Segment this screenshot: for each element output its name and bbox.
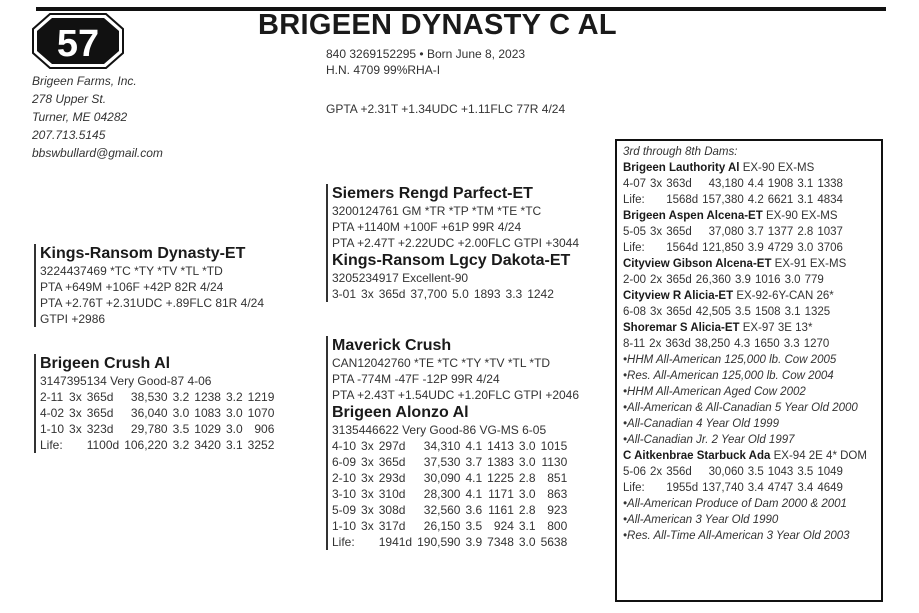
record-cell: 3.0 xyxy=(784,274,801,286)
record-cell: 3-01 xyxy=(332,287,357,301)
record-cell: 37,530 xyxy=(423,455,461,469)
record-cell: 3.0 xyxy=(225,422,243,436)
record-cell: 4.4 xyxy=(747,178,764,190)
record-cell: 1325 xyxy=(804,306,831,318)
dam-entry-title: Cityview R Alicia-ET xyxy=(623,290,734,302)
dams-sire-line: PTA -774M -47F -12P 99R 4/24 xyxy=(332,372,500,386)
record-cell: 3.0 xyxy=(518,535,536,549)
record-cell: 1508 xyxy=(754,306,781,318)
record-row xyxy=(40,405,274,421)
breeder-city: Turner, ME 04282 xyxy=(32,110,128,124)
record-cell: 1016 xyxy=(754,274,781,286)
record-cell: 3x xyxy=(361,471,374,485)
record-cell: 3.4 xyxy=(797,482,814,494)
record-cell: 310d xyxy=(378,487,406,501)
record-cell: 1049 xyxy=(817,466,843,478)
dam-entry-class: EX-90 EX-MS xyxy=(765,210,838,222)
record-cell: 1037 xyxy=(817,226,843,238)
record-row xyxy=(332,518,567,534)
record-cell: 5-05 xyxy=(623,226,647,238)
record-cell: 4.1 xyxy=(465,471,483,485)
record-cell: 3x xyxy=(361,487,374,501)
record-cell: 1070 xyxy=(247,406,275,420)
breeder-email: bbswbullard@gmail.com xyxy=(32,146,163,160)
record-cell: 3x xyxy=(69,422,82,436)
record-cell: 43,180 xyxy=(708,178,744,190)
sires-dam-line: 3205234917 Excellent-90 xyxy=(332,271,469,285)
dam-entry-class: EX-94 2E 4* DOM xyxy=(773,450,867,462)
record-cell: 4-02 xyxy=(40,406,65,420)
record-cell: 3.1 xyxy=(225,438,243,452)
record-cell: 32,560 xyxy=(423,503,461,517)
lot-number: 57 xyxy=(56,23,100,65)
record-cell: 30,090 xyxy=(423,471,461,485)
record-cell: 4.2 xyxy=(747,194,764,206)
record-cell: 1955d xyxy=(666,482,699,494)
record-cell: 137,740 xyxy=(702,482,744,494)
record-cell: 3x xyxy=(69,406,82,420)
record-row xyxy=(623,336,829,352)
record-cell: 1242 xyxy=(527,287,554,301)
record-cell: 1377 xyxy=(767,226,794,238)
record-cell: 3.2 xyxy=(172,390,190,404)
record-cell: 924 xyxy=(493,519,514,533)
gpta-line: GPTA +2.31T +1.34UDC +1.11FLC 77R 4/24 xyxy=(326,102,566,116)
sires-sire-line: 3200124761 GM *TR *TP *TM *TE *TC xyxy=(332,204,542,218)
record-cell: 3.5 xyxy=(747,466,764,478)
award-line: •All-Canadian 4 Year Old 1999 xyxy=(623,418,779,430)
record-cell: 1-10 xyxy=(40,422,65,436)
record-cell: 38,530 xyxy=(130,390,168,404)
record-cell: 4.1 xyxy=(465,439,483,453)
record-cell: 42,505 xyxy=(695,306,731,318)
dams-dam-name: Brigeen Alonzo Al xyxy=(332,404,469,421)
record-cell: 1015 xyxy=(540,439,568,453)
record-cell: 3x xyxy=(650,226,663,238)
award-line: •All-American Produce of Dam 2000 & 2001 xyxy=(623,498,847,510)
record-cell: 1225 xyxy=(487,471,514,485)
record-cell: 2.8 xyxy=(518,471,536,485)
record-cell: Life: xyxy=(623,194,645,206)
record-cell: 3x xyxy=(361,519,374,533)
sire-block xyxy=(34,244,264,327)
record-row xyxy=(40,389,274,405)
record-cell: 365d xyxy=(666,306,692,318)
record-cell xyxy=(646,480,662,496)
record-cell: 851 xyxy=(547,471,568,485)
breeder-address xyxy=(32,72,163,162)
dam-entry-name xyxy=(623,256,875,272)
dams-sire-line: PTA +2.43T +1.54UDC +1.20FLC GTPI +2046 xyxy=(332,388,580,402)
record-cell: Life: xyxy=(623,482,645,494)
record-cell: 3.5 xyxy=(797,466,814,478)
record-cell: 3.1 xyxy=(784,306,801,318)
lot-number-badge xyxy=(32,13,124,69)
record-cell: 2.8 xyxy=(518,503,536,517)
record-cell: 4.3 xyxy=(734,338,751,350)
dams-sire-block xyxy=(326,336,579,550)
record-cell: 2.8 xyxy=(797,226,814,238)
dam-entry-records xyxy=(623,464,843,496)
dam-entry-title: Cityview Gibson Alcena-ET xyxy=(623,258,772,270)
dam-entry-records xyxy=(623,304,830,320)
record-cell: 1043 xyxy=(767,466,794,478)
record-cell: 4-10 xyxy=(332,439,357,453)
dam-entry-name xyxy=(623,320,875,336)
dams-heading: 3rd through 8th Dams: xyxy=(623,146,738,158)
record-cell: 3252 xyxy=(247,438,275,452)
record-cell: Life: xyxy=(332,535,355,549)
record-cell: 121,850 xyxy=(702,242,744,254)
record-row xyxy=(623,272,824,288)
dam-entry-records xyxy=(623,176,843,208)
award-line: •Res. All-American 125,000 lb. Cow 2004 xyxy=(623,370,834,382)
record-row xyxy=(332,534,567,550)
record-cell: 3x xyxy=(361,455,374,469)
record-cell: 4834 xyxy=(817,194,843,206)
breeder-farm: Brigeen Farms, Inc. xyxy=(32,74,137,88)
sires-sire-name: Siemers Rengd Parfect-ET xyxy=(332,185,533,202)
record-cell: 297d xyxy=(378,439,406,453)
sire-line: GTPI +2986 xyxy=(40,312,106,326)
record-cell: 3x xyxy=(650,306,663,318)
sire-line: 3224437469 *TC *TY *TV *TL *TD xyxy=(40,264,223,278)
record-cell: 3.0 xyxy=(172,406,190,420)
record-cell: 3.1 xyxy=(797,194,814,206)
record-cell: 1238 xyxy=(194,390,221,404)
record-cell: 3.0 xyxy=(518,455,536,469)
record-cell: 3.3 xyxy=(783,338,800,350)
record-cell: 2x xyxy=(650,466,663,478)
record-cell: 1893 xyxy=(473,287,501,301)
record-cell: 34,310 xyxy=(423,439,461,453)
dams-sire-name: Maverick Crush xyxy=(332,337,452,354)
record-cell: 3.6 xyxy=(465,503,483,517)
record-cell: 1941d xyxy=(378,535,413,549)
record-cell: 317d xyxy=(378,519,406,533)
animal-name: BRIGEEN DYNASTY C AL xyxy=(258,9,617,41)
record-cell xyxy=(646,240,662,256)
record-cell: 356d xyxy=(666,466,692,478)
record-cell: 365d xyxy=(378,287,406,301)
record-row xyxy=(332,470,567,486)
record-cell: 3.0 xyxy=(797,242,814,254)
record-cell: 3-10 xyxy=(332,487,357,501)
breeder-street: 278 Upper St. xyxy=(32,92,107,106)
record-cell: 157,380 xyxy=(702,194,744,206)
record-cell: 1161 xyxy=(488,503,514,517)
dam-block xyxy=(34,354,274,453)
award-line: •All-American 3 Year Old 1990 xyxy=(623,514,779,526)
herd-number-line: H.N. 4709 99%RHA-I xyxy=(326,63,441,77)
record-cell: 1130 xyxy=(541,455,568,469)
record-cell: 26,150 xyxy=(423,519,461,533)
record-cell: 4.1 xyxy=(465,487,483,501)
record-cell: 3.2 xyxy=(225,390,243,404)
record-row xyxy=(623,480,843,496)
record-cell: 293d xyxy=(378,471,406,485)
dams-dam-line: 3135446622 Very Good-86 VG-MS 6-05 xyxy=(332,423,547,437)
record-cell: 863 xyxy=(547,487,568,501)
dam-records xyxy=(40,389,274,453)
record-cell: 3.5 xyxy=(465,519,483,533)
record-cell: 3.0 xyxy=(225,406,243,420)
record-cell: 1-10 xyxy=(332,519,357,533)
sire-line: PTA +2.76T +2.31UDC +.89FLC 81R 4/24 xyxy=(40,296,265,310)
dam-entry-name xyxy=(623,208,875,224)
record-cell: Life: xyxy=(40,438,63,452)
record-cell: 3.7 xyxy=(747,226,764,238)
record-row xyxy=(623,464,843,480)
record-cell: 6-09 xyxy=(332,455,357,469)
record-row xyxy=(332,286,554,302)
dam-entry-class: EX-91 EX-MS xyxy=(774,258,847,270)
record-cell: 3.5 xyxy=(734,306,751,318)
record-row xyxy=(332,502,567,518)
record-row xyxy=(623,192,843,208)
sires-sire-block xyxy=(326,184,579,302)
record-cell: 3.9 xyxy=(747,242,764,254)
record-cell xyxy=(356,534,374,550)
record-cell: 106,220 xyxy=(124,438,168,452)
record-cell: 3.5 xyxy=(172,422,190,436)
record-cell: 6621 xyxy=(767,194,794,206)
animal-info xyxy=(326,46,525,78)
record-cell: 365d xyxy=(378,455,406,469)
record-cell: 800 xyxy=(547,519,568,533)
record-cell: 1564d xyxy=(666,242,699,254)
record-row xyxy=(332,454,567,470)
record-cell: 3x xyxy=(361,503,374,517)
dam-entry-records xyxy=(623,272,824,288)
record-cell: 2x xyxy=(649,338,662,350)
record-cell: 3.0 xyxy=(518,439,536,453)
record-cell: 3420 xyxy=(194,438,221,452)
record-cell: 3x xyxy=(361,439,374,453)
breeder-phone: 207.713.5145 xyxy=(32,128,106,142)
record-cell: 2-10 xyxy=(332,471,357,485)
record-cell: 4729 xyxy=(767,242,794,254)
record-cell: 923 xyxy=(547,503,568,517)
registration-line: 840 3269152295 • Born June 8, 2023 xyxy=(326,47,526,61)
dam-entry-class: EX-90 EX-MS xyxy=(742,162,815,174)
record-cell: 3.1 xyxy=(518,519,536,533)
record-cell xyxy=(64,437,82,453)
record-cell: 4649 xyxy=(817,482,843,494)
record-cell: 5-06 xyxy=(623,466,647,478)
record-cell: 3.2 xyxy=(172,438,190,452)
dam-entry-name xyxy=(623,448,875,464)
record-cell: 1270 xyxy=(803,338,830,350)
record-cell: 2x xyxy=(650,274,663,286)
record-cell xyxy=(646,192,662,208)
record-row xyxy=(623,224,843,240)
record-cell: 1171 xyxy=(488,487,514,501)
record-cell: 3.4 xyxy=(747,482,764,494)
record-cell: 1413 xyxy=(487,439,514,453)
record-cell: 5.0 xyxy=(452,287,469,301)
record-cell: Life: xyxy=(623,242,645,254)
sires-dam-name: Kings-Ransom Lgcy Dakota-ET xyxy=(332,252,571,269)
record-cell: 906 xyxy=(254,422,275,436)
sires-sire-line: PTA +2.47T +2.22UDC +2.00FLC GTPI +3044 xyxy=(332,236,580,250)
dams-sire-line: CAN12042760 *TE *TC *TY *TV *TL *TD xyxy=(332,356,551,370)
dam-entry-class: EX-92-6Y-CAN 26* xyxy=(736,290,834,302)
dam-entry-title: Shoremar S Alicia-ET xyxy=(623,322,740,334)
award-line: •All-American & All-Canadian 5 Year Old 2000 xyxy=(623,402,858,414)
record-cell: 36,040 xyxy=(130,406,168,420)
dam-entry-class: EX-97 3E 13* xyxy=(742,322,813,334)
record-cell: 5-09 xyxy=(332,503,357,517)
dam-name: Brigeen Crush Al xyxy=(40,355,171,372)
record-cell: 2-00 xyxy=(623,274,647,286)
record-cell: 6-08 xyxy=(623,306,647,318)
dam-entry-name xyxy=(623,288,875,304)
record-row xyxy=(40,437,274,453)
record-cell: 8-11 xyxy=(623,338,646,350)
record-cell: 3x xyxy=(650,178,663,190)
sires-dam-records xyxy=(332,286,554,302)
sire-line: PTA +649M +106F +42P 82R 4/24 xyxy=(40,280,224,294)
record-cell: 1568d xyxy=(666,194,699,206)
dam-entry-records xyxy=(623,224,843,256)
record-cell: 323d xyxy=(86,422,114,436)
dam-entry-title: Brigeen Aspen Alcena-ET xyxy=(623,210,763,222)
record-cell: 308d xyxy=(378,503,406,517)
record-cell: 28,300 xyxy=(423,487,461,501)
record-row xyxy=(623,176,843,192)
record-cell: 365d xyxy=(86,390,114,404)
sire-name: Kings-Ransom Dynasty-ET xyxy=(40,245,246,262)
record-cell: 3x xyxy=(69,390,82,404)
record-cell: 1083 xyxy=(194,406,221,420)
record-cell: 1908 xyxy=(767,178,794,190)
dam-line: 3147395134 Very Good-87 4-06 xyxy=(40,374,212,388)
record-cell: 2-11 xyxy=(40,390,64,404)
record-row xyxy=(623,240,843,256)
record-cell: 1219 xyxy=(247,390,275,404)
award-line: •All-Canadian Jr. 2 Year Old 1997 xyxy=(623,434,795,446)
record-cell: 3.7 xyxy=(465,455,483,469)
record-cell: 26,360 xyxy=(695,274,731,286)
record-cell: 365d xyxy=(666,274,692,286)
record-cell: 3.0 xyxy=(518,487,536,501)
record-cell: 29,780 xyxy=(130,422,168,436)
record-cell: 779 xyxy=(804,274,824,286)
record-cell: 1100d xyxy=(86,438,120,452)
record-cell: 1029 xyxy=(194,422,221,436)
dams-box xyxy=(615,139,883,602)
record-cell: 3706 xyxy=(817,242,843,254)
record-cell: 7348 xyxy=(487,535,514,549)
sires-sire-line: PTA +1140M +100F +61P 99R 4/24 xyxy=(332,220,522,234)
dams-dam-records xyxy=(332,438,567,550)
dam-entry-records xyxy=(623,336,829,352)
record-row xyxy=(332,438,567,454)
record-cell: 363d xyxy=(665,338,691,350)
record-cell: 4-07 xyxy=(623,178,647,190)
record-row xyxy=(40,421,274,437)
record-row xyxy=(623,304,830,320)
record-row xyxy=(332,486,567,502)
record-cell: 3.9 xyxy=(465,535,483,549)
dam-entry-title: Brigeen Lauthority Al xyxy=(623,162,740,174)
record-cell: 3x xyxy=(361,287,374,301)
award-line: •HHM All-American Aged Cow 2002 xyxy=(623,386,806,398)
record-cell: 3.1 xyxy=(797,178,814,190)
record-cell: 363d xyxy=(666,178,692,190)
dam-entry-name xyxy=(623,160,875,176)
record-cell: 5638 xyxy=(540,535,568,549)
record-cell: 1383 xyxy=(487,455,514,469)
record-cell: 1650 xyxy=(754,338,780,350)
record-cell: 365d xyxy=(666,226,692,238)
record-cell: 190,590 xyxy=(417,535,461,549)
record-cell: 365d xyxy=(86,406,114,420)
dam-entry-title: C Aitkenbrae Starbuck Ada xyxy=(623,450,771,462)
record-cell: 38,250 xyxy=(694,338,731,350)
record-cell: 3.3 xyxy=(505,287,523,301)
record-cell: 30,060 xyxy=(708,466,744,478)
record-cell: 3.9 xyxy=(734,274,751,286)
record-cell: 1338 xyxy=(817,178,843,190)
award-line: •HHM All-American 125,000 lb. Cow 2005 xyxy=(623,354,837,366)
record-cell: 37,700 xyxy=(410,287,448,301)
record-cell: 37,080 xyxy=(708,226,744,238)
record-cell: 4747 xyxy=(767,482,794,494)
award-line: •Res. All-Time All-American 3 Year Old 2003 xyxy=(623,530,850,542)
